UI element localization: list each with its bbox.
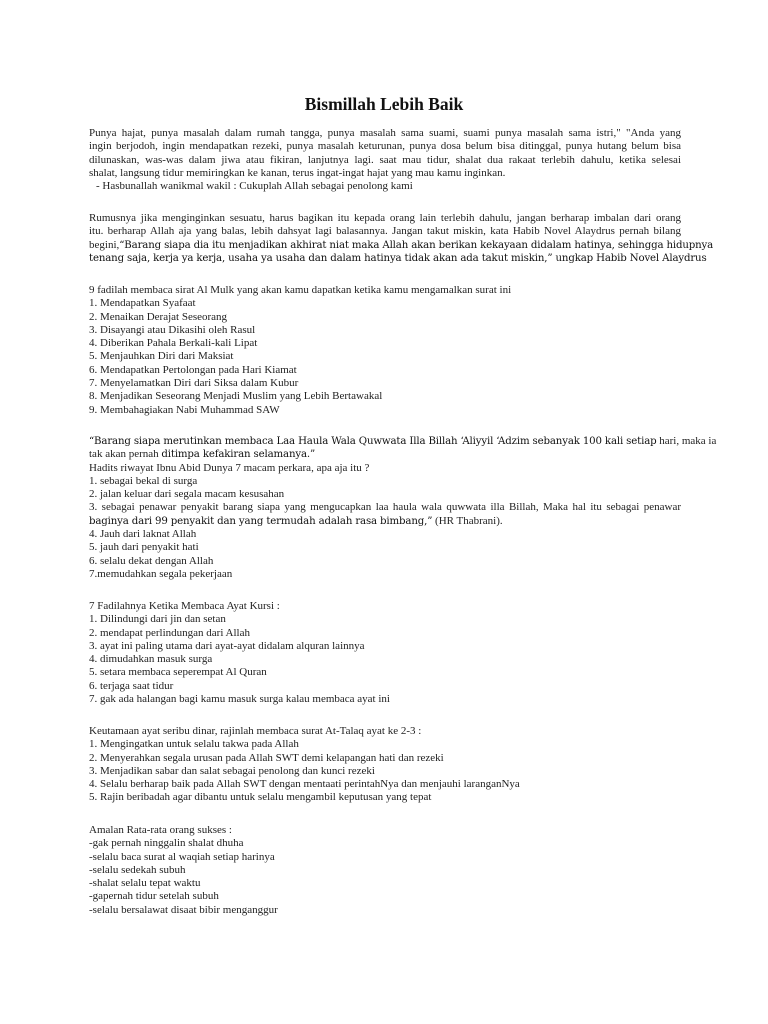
list-item: 5. jauh dari penyakit hati	[89, 541, 199, 554]
list-item: 4. Selalu berharap baik pada Allah SWT dengan mentaati perintahNya dan menjauhi laranganNya	[89, 778, 520, 791]
intro-line: Punya hajat, punya masalah dalam rumah tangga, punya masalah sama suami, suami punya masalah sama istri," "Anda yang	[89, 127, 681, 139]
list-item: 2. jalan keluar dari segala macam kesusahan	[89, 488, 285, 501]
list-item: -shalat selalu tepat waktu	[89, 877, 201, 890]
list-item: -gapernah tidur setelah subuh	[89, 890, 219, 903]
amalan-section	[89, 824, 681, 917]
list-item: 1. Mendapatkan Syafaat	[89, 297, 196, 310]
list-item: 3. sebagai penawar penyakit barang siapa yang mengucapkan laa haula wala quwwata illa Billah, Maka hal itu sebagai penawar	[89, 501, 681, 514]
list-item: 1. Mengingatkan untuk selalu takwa pada Allah	[89, 738, 299, 751]
intro-line: ingin berjodoh, ingin mendapatkan rezeki, punya masalah keturunan, punya dosa belum bisa ditinggal, punya hutang belum bisa	[89, 140, 681, 153]
hauqalah-section	[89, 435, 717, 581]
thabrani-quote: baginya dari 99 penyakit dan yang termudah adalah rasa bimbang,”	[89, 515, 433, 527]
rumus-paragraph	[89, 212, 714, 265]
kursi-heading: 7 Fadilahnya Ketika Membaca Ayat Kursi :	[89, 600, 280, 612]
list-item: 9. Membahagiakan Nabi Muhammad SAW	[89, 403, 280, 416]
list-item: 1. Dilindungi dari jin dan setan	[89, 613, 226, 626]
hadits-heading: Hadits riwayat Ibnu Abid Dunya 7 macam perkara, apa aja itu ?	[89, 461, 370, 474]
list-item: 5. Rajin beribadah agar dibantu untuk selalu mengambil keputusan yang tepat	[89, 791, 432, 804]
amalan-heading: Amalan Rata-rata orang sukses :	[89, 824, 232, 836]
list-item: 2. Menyerahkan segala urusan pada Allah SWT demi kelapangan hati dan rezeki	[89, 751, 444, 764]
list-item: 7. gak ada halangan bagi kamu masuk surga kalau membaca ayat ini	[89, 693, 390, 706]
almulk-section	[89, 284, 681, 417]
list-item: 4. dimudahkan masuk surga	[89, 653, 213, 666]
list-item: 6. selalu dekat dengan Allah	[89, 554, 214, 567]
almulk-heading: 9 fadilah membaca sirat Al Mulk yang akan kamu dapatkan ketika kamu mengamalkan surat ini	[89, 284, 512, 296]
list-item: 2. mendapat perlindungan dari Allah	[89, 626, 250, 639]
kursi-section	[89, 600, 681, 706]
list-item: 6. terjaga saat tidur	[89, 679, 174, 692]
list-item: 3. Menjadikan sabar dan salat sebagai penolong dan kunci rezeki	[89, 764, 375, 777]
list-item: 4. Diberikan Pahala Berkali-kali Lipat	[89, 337, 258, 350]
thabrani-source: (HR Thabrani).	[432, 514, 503, 527]
intro-bullet: - Hasbunallah wanikmal wakil : Cukuplah Allah sebagai penolong kami	[96, 180, 413, 193]
list-item: 5. Menjauhkan Diri dari Maksiat	[89, 350, 234, 363]
habib-quote: “Barang siapa dia itu menjadikan akhirat niat maka Allah akan berikan kekayaan didalam hatinya, sehingga hidupnya	[119, 239, 714, 251]
hauqalah-quote	[89, 448, 681, 461]
list-item: -gak pernah ninggalin shalat dhuha	[89, 837, 244, 850]
list-item: -selalu baca surat al waqiah setiap harinya	[89, 850, 275, 863]
list-item: 3. Disayangi atau Dikasihi oleh Rasul	[89, 323, 256, 336]
rumus-line	[89, 238, 714, 252]
list-item: -selalu bersalawat disaat bibir menganggur	[89, 903, 278, 916]
rumus-line: itu. berharap Allah aja yang balas, lebih dahsyat lagi balasannya. Jangan takut miskin, kata Habib Novel Alaydrus pernah bilang	[89, 225, 681, 238]
talaq-section	[89, 725, 681, 805]
hauqalah-quote-text: tak akan pernah	[89, 448, 162, 461]
habib-quote: tenang saja, kerja ya kerja, usaha ya usaha dan dalam hatinya tidak akan ada takut miskin,” ungkap Habib Novel Alaydrus	[89, 252, 707, 264]
list-item: 8. Menjadikan Seseorang Menjadi Muslim yang Lebih Bertawakal	[89, 390, 383, 403]
rumus-line: Rumusnya jika menginginkan sesuatu, harus bagikan itu kepada orang lain terlebih dahulu, jangan berharap imbalan dari orang	[89, 212, 681, 224]
intro-line: shalat, langsung tidur memiringkan ke kanan, terus ingat-ingat hajat yang mau kamu inginkan.	[89, 166, 506, 179]
hauqalah-quote-text: hari, maka ia	[656, 435, 717, 447]
list-item: 6. Mendapatkan Pertolongan pada Hari Kiamat	[89, 363, 297, 376]
list-item: 4. Jauh dari laknat Allah	[89, 528, 197, 541]
list-item: 7. Menyelamatkan Diri dari Siksa dalam Kubur	[89, 377, 299, 390]
list-item: 5. setara membaca seperempat Al Quran	[89, 666, 267, 679]
list-item	[89, 515, 681, 528]
list-item: -selalu sedekah subuh	[89, 863, 186, 876]
intro-line: dilunaskan, was-was dalam jiwa atau fikiran, lanjutnya lagi. saat mau tidur, shalat dua rakaat terlebih dahulu, ketika selesai	[89, 153, 681, 166]
hauqalah-quote	[89, 435, 717, 448]
list-item: 7.memudahkan segala pekerjaan	[89, 567, 233, 580]
list-item: 3. ayat ini paling utama dari ayat-ayat didalam alquran lainnya	[89, 639, 365, 652]
hauqalah-quote-highlight: ditimpa kefakiran selamanya.”	[161, 449, 316, 461]
hauqalah-quote-highlight: “Barang siapa merutinkan membaca Laa Haula Wala Quwwata Illa Billah ‘Aliyyil ‘Adzim sebanyak 100 kali setiap	[89, 436, 657, 447]
page-title: Bismillah Lebih Baik	[304, 94, 464, 114]
list-item: 1. sebagai bekal di surga	[89, 474, 198, 487]
rumus-text: begini,	[89, 238, 120, 251]
talaq-heading: Keutamaan ayat seribu dinar, rajinlah membaca surat At-Talaq ayat ke 2-3 :	[89, 725, 422, 737]
list-item: 2. Menaikan Derajat Seseorang	[89, 310, 228, 323]
rumus-line	[89, 252, 707, 265]
intro-paragraph	[89, 127, 681, 193]
